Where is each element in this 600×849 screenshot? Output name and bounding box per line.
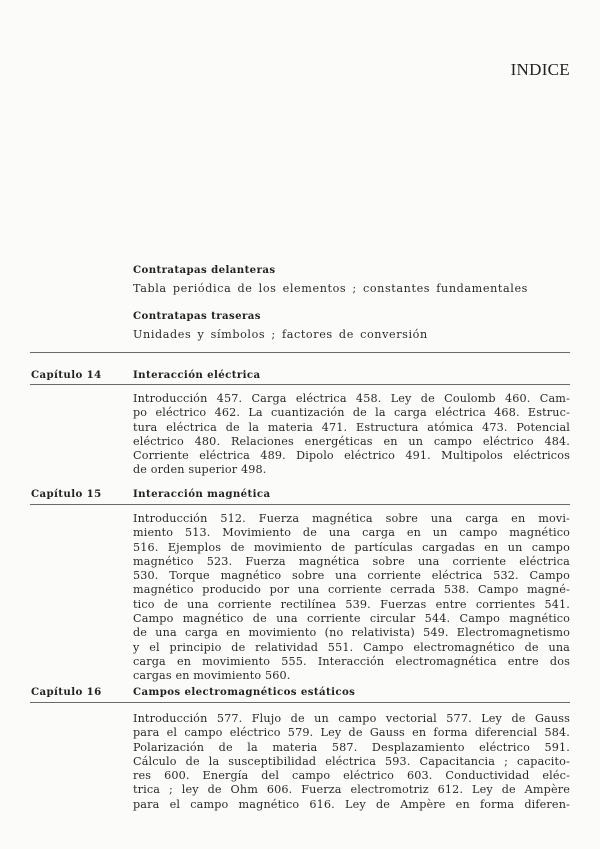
contents-line: carga en movimiento 555. Interacción electromagnética entre dos [133, 654, 570, 668]
contents-line: para el campo eléctrico 579. Ley de Gauss en forma diferencial 584. [133, 726, 570, 740]
contents-line: trica ; ley de Ohm 606. Fuerza electromotriz 612. Ley de Ampère [133, 783, 570, 797]
divider-rule [30, 352, 570, 353]
back-cover-heading: Contratapas traseras [133, 310, 261, 322]
contents-line: Cálculo de la susceptibilidad eléctrica 593. Capacitancia ; capacito- [133, 754, 570, 768]
contents-line: para el campo magnético 616. Ley de Ampère en forma diferen- [133, 797, 570, 811]
contents-line: Introducción 512. Fuerza magnética sobre una carga en movi- [133, 512, 570, 525]
contents-line: res 600. Energía del campo eléctrico 603. Conductividad eléc- [133, 769, 570, 783]
contents-line: Introducción 577. Flujo de un campo vectorial 577. Ley de Gauss [133, 712, 570, 725]
back-cover-contents: Unidades y símbolos ; factores de conversión [133, 328, 428, 341]
contents-line: de orden superior 498. [133, 463, 267, 477]
chapter-14-rule [30, 384, 570, 385]
front-cover-contents: Tabla periódica de los elementos ; constantes fundamentales [133, 282, 529, 295]
contents-line: po eléctrico 462. La cuantización de la carga eléctrica 468. Estruc- [133, 406, 570, 420]
page-title: INDICE [510, 60, 570, 79]
chapter-16-title: Campos electromagnéticos estáticos [133, 686, 356, 698]
chapter-15-title: Interacción magnética [133, 488, 271, 500]
contents-line: 530. Torque magnético sobre una corriente eléctrica 532. Campo [133, 569, 570, 583]
contents-line: Corriente eléctrica 489. Dipolo eléctrico 491. Multipolos eléctricos [133, 449, 570, 463]
contents-line: Introducción 457. Carga eléctrica 458. Ley de Coulomb 460. Cam- [133, 392, 570, 405]
chapter-14-contents [133, 392, 570, 478]
chapter-14-title: Interacción eléctrica [133, 369, 261, 381]
contents-line: y el principio de relatividad 551. Campo electromagnético de una [133, 640, 570, 654]
chapter-16-label: Capítulo 16 [31, 686, 102, 698]
chapter-16-rule [30, 702, 570, 703]
front-cover-heading: Contratapas delanteras [133, 264, 276, 276]
contents-line: cargas en movimiento 560. [133, 669, 291, 683]
chapter-14-label: Capítulo 14 [31, 369, 102, 381]
contents-line: magnético producido por una corriente cerrada 538. Campo magné- [133, 583, 570, 597]
contents-line: tico de una corriente rectilínea 539. Fuerzas entre corrientes 541. [133, 597, 570, 611]
chapter-15-contents [133, 512, 570, 684]
contents-line: 516. Ejemplos de movimiento de partículas cargadas en un campo [133, 540, 570, 554]
contents-line: de una carga en movimiento (no relativista) 549. Electromagnetismo [133, 626, 570, 640]
chapter-15-rule [30, 504, 570, 505]
contents-line: tura eléctrica de la materia 471. Estructura atómica 473. Potencial [133, 420, 570, 434]
contents-line: magnético 523. Fuerza magnética sobre una corriente eléctrica [133, 554, 570, 568]
contents-line: Polarización de la materia 587. Desplazamiento eléctrico 591. [133, 740, 570, 754]
chapter-16-contents [133, 712, 570, 812]
contents-line: Campo magnético de una corriente circular 544. Campo magnético [133, 612, 570, 626]
contents-line: miento 513. Movimiento de una carga en un campo magnético [133, 526, 570, 540]
chapter-15-label: Capítulo 15 [31, 488, 102, 500]
contents-line: eléctrico 480. Relaciones energéticas en un campo eléctrico 484. [133, 434, 570, 448]
